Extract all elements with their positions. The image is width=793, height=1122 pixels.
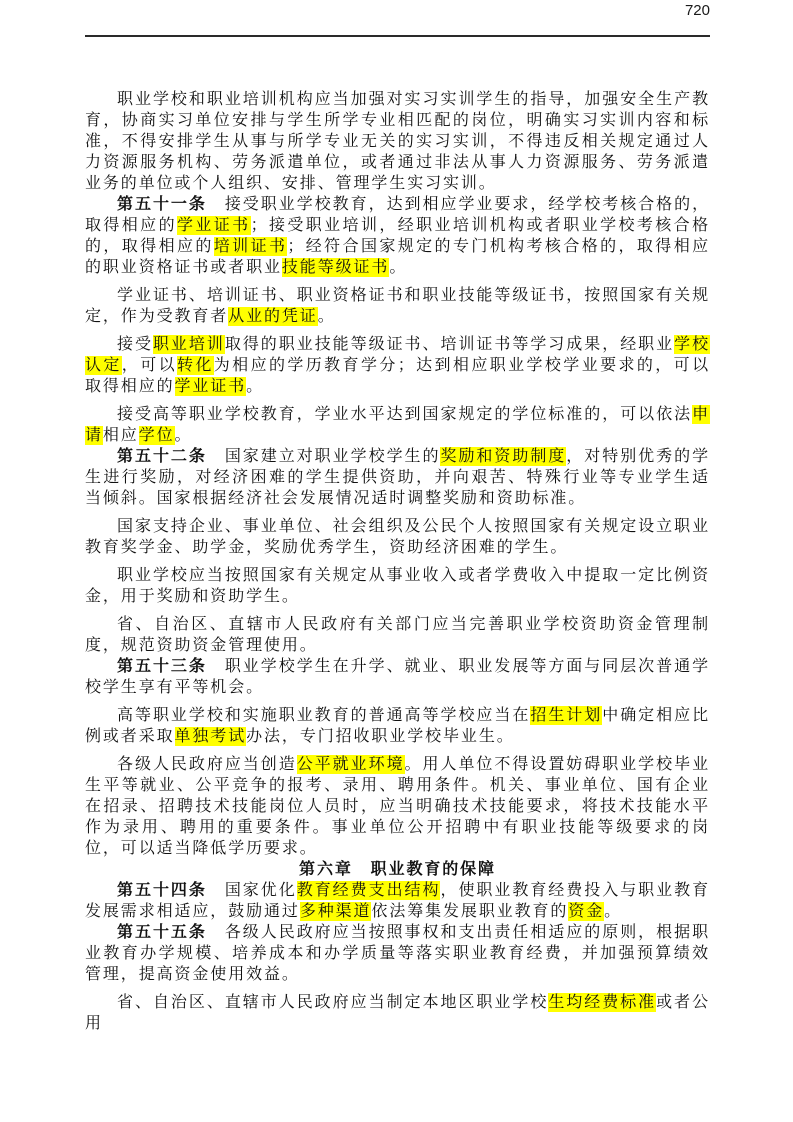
- highlighted-text: 多种渠道: [299, 903, 372, 920]
- highlighted-text: 单独考试: [174, 728, 247, 745]
- text-run: 办法，专门招收职业学校毕业生。: [246, 728, 515, 745]
- paragraph: [85, 656, 710, 698]
- text-run: 。用人单位不得设置妨碍职业学校毕业生平等就业、公平竞争的报考、录用、聘用条件。机关、事业单位、国有企业在招录、招聘技术技能岗位人员时，应当明确技术技能要求，将技术技能水平作为录用、聘用的重要条件。事业单位公开招聘中有职业技能等级要求的岗位，可以适当降低学历要求。: [85, 756, 710, 857]
- highlighted-text: 资金: [568, 903, 605, 920]
- paragraph: [85, 992, 710, 1034]
- text-run: 职业学校学生在升学、就业、职业发展等方面与同层次普通学校学生享有平等机会。: [85, 658, 710, 696]
- text-run: 中确定相应比例或者采取: [85, 707, 710, 745]
- paragraph: [85, 446, 710, 509]
- text-run: 。: [174, 427, 193, 444]
- highlighted-text: 学业证书: [174, 378, 247, 395]
- paragraph: [85, 89, 710, 194]
- chapter-heading: [85, 859, 710, 880]
- text-run: 接受高等职业学校教育，学业水平达到国家规定的学位标准的，可以依法: [117, 406, 693, 423]
- highlighted-text: 职业培训: [152, 336, 225, 353]
- highlighted-text: 从业的凭证: [228, 308, 318, 325]
- document-content: [85, 89, 710, 1034]
- text-run: 。: [604, 903, 623, 920]
- text-run: ，对特别优秀的学生进行奖励，对经济困难的学生提供资助，并向艰苦、特殊行业等专业学生适当倾斜。国家根据经济社会发展情况适时调整奖励和资助标准。: [85, 448, 710, 507]
- text-run: 国家支持企业、事业单位、社会组织及公民个人按照国家有关规定设立职业教育奖学金、助学金，奖励优秀学生，资助经济困难的学生。: [85, 518, 710, 556]
- paragraph: [85, 922, 710, 985]
- paragraph: [85, 404, 710, 446]
- paragraph: [85, 285, 710, 327]
- text-run: ；经符合国家规定的专门机构考核合格的，取得相应的职业资格证书或者职业: [85, 238, 710, 276]
- article-number: 第六章 职业教育的保障: [299, 861, 496, 878]
- text-run: 职业学校和职业培训机构应当加强对实习实训学生的指导，加强安全生产教育，协商实习单位安排与学生所学专业相匹配的岗位，明确实习实训内容和标准，不得安排学生从事与所学专业无关的实习实训，不得违反相关规定通过人力资源服务机构、劳务派遣单位，或者通过非法从事人力资源服务、劳务派遣业务的单位或个人组织、安排、管理学生实习实训。: [85, 91, 710, 192]
- paragraph: [85, 565, 710, 607]
- highlighted-text: 培训证书: [213, 238, 288, 255]
- highlighted-text: 转化: [176, 357, 214, 374]
- text-run: 国家优化: [206, 882, 297, 899]
- header-rule: [85, 35, 710, 37]
- paragraph: [85, 194, 710, 278]
- paragraph: [85, 705, 710, 747]
- text-run: 各级人民政府应当创造: [117, 756, 297, 773]
- highlighted-text: 教育经费支出结构: [296, 882, 441, 899]
- highlighted-text: 招生计划: [530, 707, 603, 724]
- text-run: 依法筹集发展职业教育的: [371, 903, 569, 920]
- highlighted-text: 公平就业环境: [296, 756, 405, 773]
- highlighted-text: 学位: [138, 427, 175, 444]
- text-run: 学业证书、培训证书、职业资格证书和职业技能等级证书，按照国家有关规定，作为受教育者: [85, 287, 710, 325]
- article-number: 第五十一条: [117, 196, 207, 213]
- text-run: 。: [317, 308, 336, 325]
- text-run: 取得的职业技能等级证书、培训证书等学习成果，经职业: [224, 336, 675, 353]
- text-run: ；接受职业培训，经职业培训机构或者职业学校考核合格的，取得相应的: [85, 217, 710, 255]
- text-run: 省、自治区、直辖市人民政府应当制定本地区职业学校: [117, 994, 549, 1011]
- article-number: 第五十三条: [117, 658, 207, 675]
- paragraph: [85, 516, 710, 558]
- highlighted-text: 申请: [85, 406, 710, 444]
- text-run: 接受职业学校教育，达到相应学业要求，经学校考核合格的，取得相应的: [85, 196, 710, 234]
- text-run: 职业学校应当按照国家有关规定从事业收入或者学费收入中提取一定比例资金，用于奖励和资助学生。: [85, 567, 710, 605]
- highlighted-text: 学校认定: [85, 336, 710, 374]
- text-run: 。: [246, 378, 265, 395]
- text-run: 接受: [117, 336, 153, 353]
- article-number: 第五十四条: [117, 882, 207, 899]
- highlighted-text: 技能等级证书: [281, 259, 390, 276]
- paragraph: [85, 614, 710, 656]
- highlighted-text: 奖励和资助制度: [440, 448, 567, 465]
- page-number: 720: [684, 2, 710, 19]
- text-run: 相应: [102, 427, 139, 444]
- paragraph: [85, 334, 710, 397]
- text-run: 为相应的学历教育学分；达到相应职业学校学业要求的，可以取得相应的: [85, 357, 710, 395]
- text-run: 省、自治区、直辖市人民政府有关部门应当完善职业学校资助资金管理制度，规范资助资金管理使用。: [85, 616, 710, 654]
- text-run: 。: [389, 259, 408, 276]
- paragraph: [85, 880, 710, 922]
- article-number: 第五十五条: [117, 924, 207, 941]
- text-run: ，可以: [121, 357, 177, 374]
- text-run: 高等职业学校和实施职业教育的普通高等学校应当在: [117, 707, 531, 724]
- text-run: ，使职业教育经费投入与职业教育发展需求相适应，鼓励通过: [85, 882, 710, 920]
- article-number: 第五十二条: [117, 448, 207, 465]
- text-run: 各级人民政府应当按照事权和支出责任相适应的原则，根据职业教育办学规模、培养成本和办学质量等落实职业教育经费，并加强预算绩效管理，提高资金使用效益。: [85, 924, 710, 983]
- highlighted-text: 学业证书: [176, 217, 251, 234]
- paragraph: [85, 754, 710, 859]
- highlighted-text: 生均经费标准: [548, 994, 657, 1011]
- text-run: 或者公用: [85, 994, 710, 1032]
- text-run: 国家建立对职业学校学生的: [206, 448, 441, 465]
